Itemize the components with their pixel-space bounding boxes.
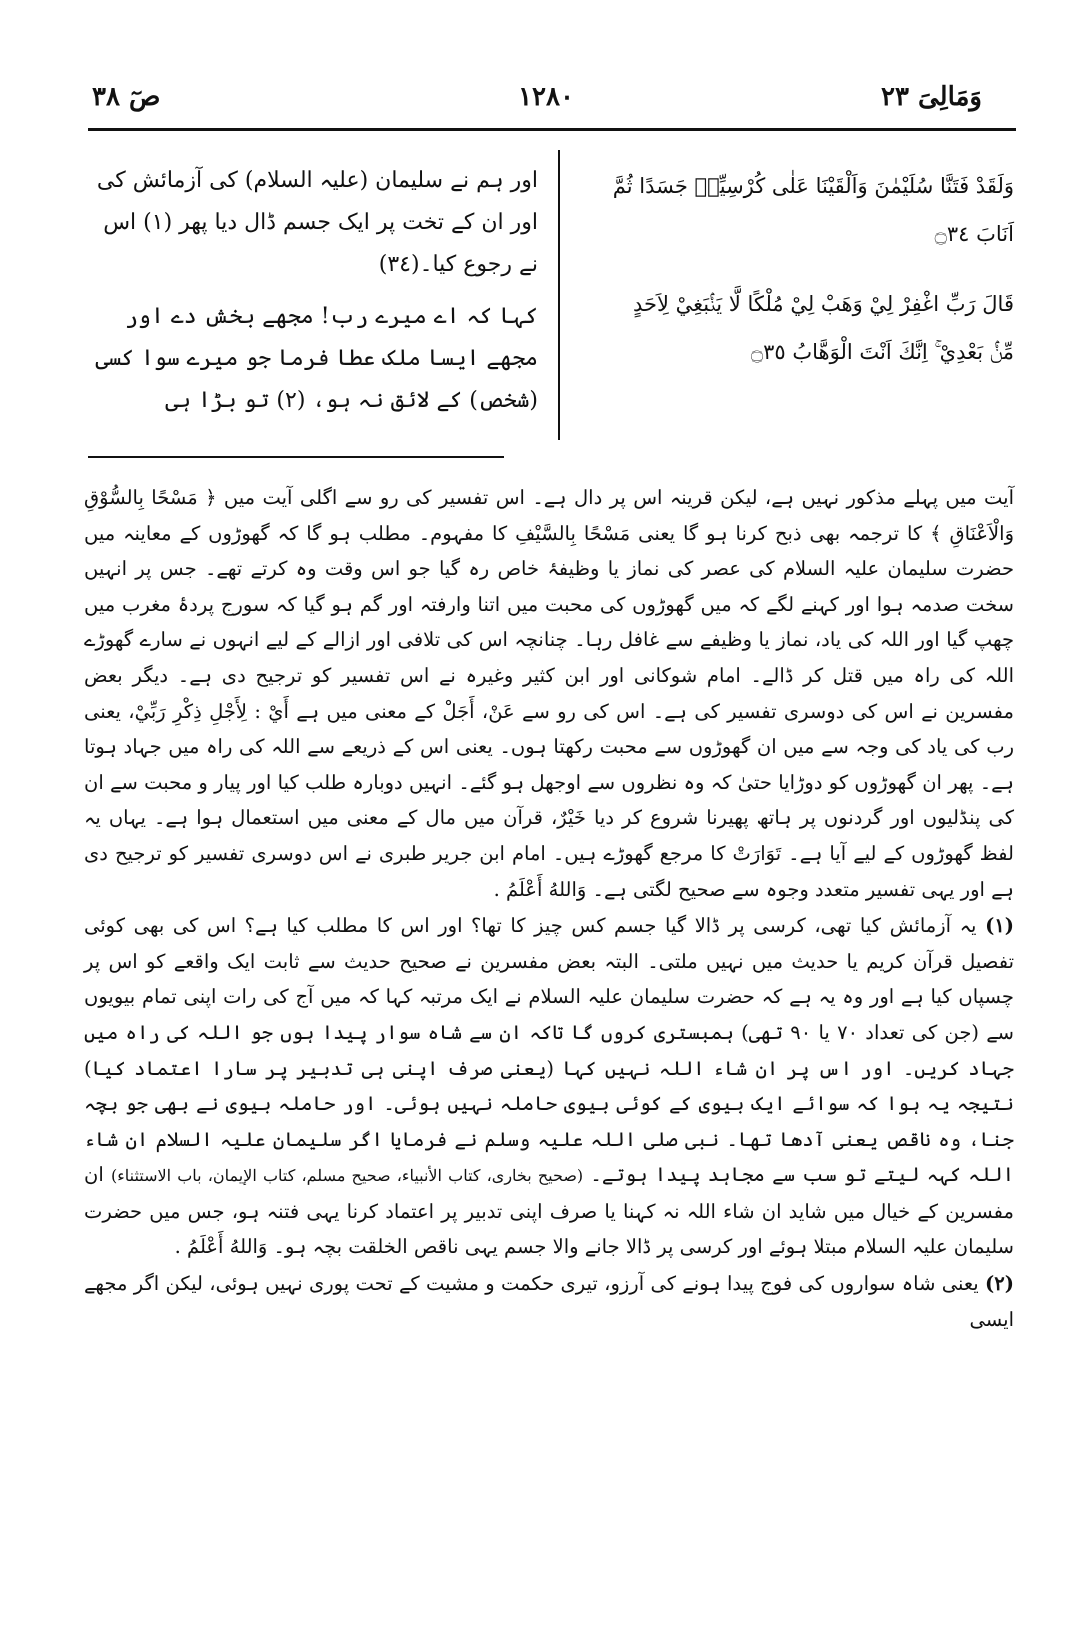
footnote-1	[84, 908, 1014, 1265]
footnote-2-text: یعنی شاہ سواروں کی فوج پیدا ہونے کی آرزو، تیری حکمت و مشیت کے تحت پوری نہیں ہوئی، لیکن اگر مجھے ایسی	[84, 1272, 1014, 1331]
footnote-2-number: (٢)	[985, 1272, 1014, 1296]
surah-label: صٓ ٣٨	[92, 82, 161, 112]
footnote-1-tail: ان مفسرین کے خیال میں شاید ان شاء اللہ نہ کہنا یا صرف اپنی تدبیر پر اعتماد کرنا یہی فتنہ ہو، جس میں حضرت سلیمان علیہ السلام مبتلا ہوئے اور کرسی پر ڈالا جانے والا جسم یہی ناقص الخلقت بچہ ہو۔ وَاللهُ أَعْلَمُ .	[84, 1163, 1014, 1259]
footnote-1-text: یہ آزمائش کیا تھی، کرسی پر ڈالا گیا جسم کس چیز کا تھا؟ اور اس کا مطلب کیا ہے؟ اس کی بھی کوئی تفصیل قرآن کریم یا حدیث میں نہیں ملتی۔ البتہ بعض مفسرین نے صحیح حدیث سے ثابت ایک واقعے کو اس پر چسپاں کیا ہے اور وہ یہ ہے کہ حضرت سلیمان علیہ السلام نے ایک مرتبہ کہا کہ میں آج کی رات اپنی تمام بیویوں سے (جن کی تعداد ٧٠ یا ٩٠ تھی) ہمبستری کروں گا تاکہ ان سے شاہ سوار پیدا ہوں جو اللہ کی راہ میں جہاد کریں۔ اور اس پر ان شاء اللہ نہیں کہا (یعنی صرف اپنی ہی تدبیر پر سارا اعتماد کیا) نتیجہ یہ ہوا کہ سوائے ایک بیوی کے کوئی بیوی حاملہ نہیں ہوئی۔ اور حاملہ بیوی نے بھی جو بچہ جنا، وہ ناقص یعنی آدھا تھا۔ نبی صلی اللہ علیہ وسلم نے فرمایا اگر سلیمان علیہ السلام ان شاء اللہ کہہ لیتے تو سب سے مجاہد پیدا ہوتے۔	[84, 914, 1015, 1187]
translation-column	[80, 160, 538, 432]
page-number: ١٢٨٠	[518, 82, 574, 112]
verse-35-arabic: قَالَ رَبِّ اغْفِرْ لِيْ وَهَبْ لِيْ مُلْكًا لَّا يَنْۢبَغِيْ لِاَحَدٍ مِّنْۢ بَعْدِيْ ۚ اِنَّكَ اَنْتَ الْوَهَّابُ ۝٣٥	[632, 292, 1014, 364]
footnote-rule	[88, 456, 504, 458]
verse-34-translation: اور ہم نے سلیمان (علیہ السلام) کی آزمائش کی اور ان کے تخت پر ایک جسم ڈال دیا پھر (١) اس نے رجوع کیا۔(٣٤)	[96, 168, 538, 277]
footnote-1-number: (١)	[985, 914, 1015, 938]
commentary	[84, 480, 1014, 1338]
footnote-2	[84, 1266, 1014, 1337]
verse-34-arabic: وَلَقَدْ فَتَنَّا سُلَيْمٰنَ وَاَلْقَيْنَا عَلٰى كُرْسِيِّهٖ جَسَدًا ثُمَّ اَنَابَ ۝٣٤	[612, 174, 1014, 246]
commentary-intro: آیت میں پہلے مذکور نہیں ہے، لیکن قرینہ اس پر دال ہے۔ اس تفسیر کی رو سے اگلی آیت میں ﴿ مَسْحًا بِالسُّوْقِ وَالْاَعْنَاقِ ﴾ کا ترجمہ بھی ذبح کرنا ہو گا یعنی مَسْحًا بِالسَّيْفِ کا مفہوم۔ مطلب ہو گا کہ گھوڑوں کے معاینہ میں حضرت سلیمان علیہ السلام کی عصر کی نماز یا وظیفۂ خاص رہ گیا جو اس وقت وہ کرتے تھے۔ جس پر انہیں سخت صدمہ ہوا اور کہنے لگے کہ میں گھوڑوں کی محبت میں اتنا وارفتہ اور گم ہو گیا کہ سورج پردۂ مغرب میں چھپ گیا اور اللہ کی یاد، نماز یا وظیفے سے غافل رہا۔ چنانچہ اس کی تلافی اور ازالے کے لیے انہوں نے سارے گھوڑے اللہ کی راہ میں قتل کر ڈالے۔ امام شوکانی اور ابن کثیر وغیرہ نے اس تفسیر کو ترجیح دی ہے۔ دیگر بعض مفسرین نے اس کی دوسری تفسیر کی ہے۔ اس کی رو سے عَنْ، أَجَلْ کے معنی میں ہے أَيْ : لِأَجْلِ ذِكْرِ رَبِّيْ، یعنی رب کی یاد کی وجہ سے میں ان گھوڑوں سے محبت رکھتا ہوں۔ یعنی اس کے ذریعے سے اللہ کی راہ میں جہاد ہوتا ہے۔ پھر ان گھوڑوں کو دوڑایا حتیٰ کہ وہ نظروں سے اوجھل ہو گئے۔ انہیں دوبارہ طلب کیا اور پیار و محبت سے ان کی پنڈلیوں اور گردنوں پر ہاتھ پھیرنا شروع کر دیا خَيْرٌ، قرآن میں مال کے معنی میں استعمال ہوا ہے۔ یہاں یہ لفظ گھوڑوں کے لیے آیا ہے۔ تَوَارَتْ کا مرجع گھوڑے ہیں۔ امام ابن جریر طبری نے اس دوسری تفسیر کو ترجیح دی ہے اور یہی تفسیر متعدد وجوہ سے صحیح لگتی ہے۔ وَاللهُ أَعْلَمُ .	[84, 486, 1014, 901]
column-divider	[558, 150, 560, 440]
para-label: وَمَالِیَ ٢٣	[881, 82, 982, 112]
verse-35-translation: کہا کہ اے میرے رب! مجھے بخش دے اور مجھے ایسا ملک عطا فرما جو میرے سوا کسی (شخص) کے لائق نہ ہو، (٢) تو بڑا ہی	[95, 304, 538, 413]
footnote-1-citation: (صحیح بخاری، کتاب الأنبیاء، صحیح مسلم، کتاب الإیمان، باب الاستثناء)	[111, 1166, 584, 1186]
arabic-verses-column	[604, 162, 1014, 398]
header-rule	[88, 128, 1016, 131]
